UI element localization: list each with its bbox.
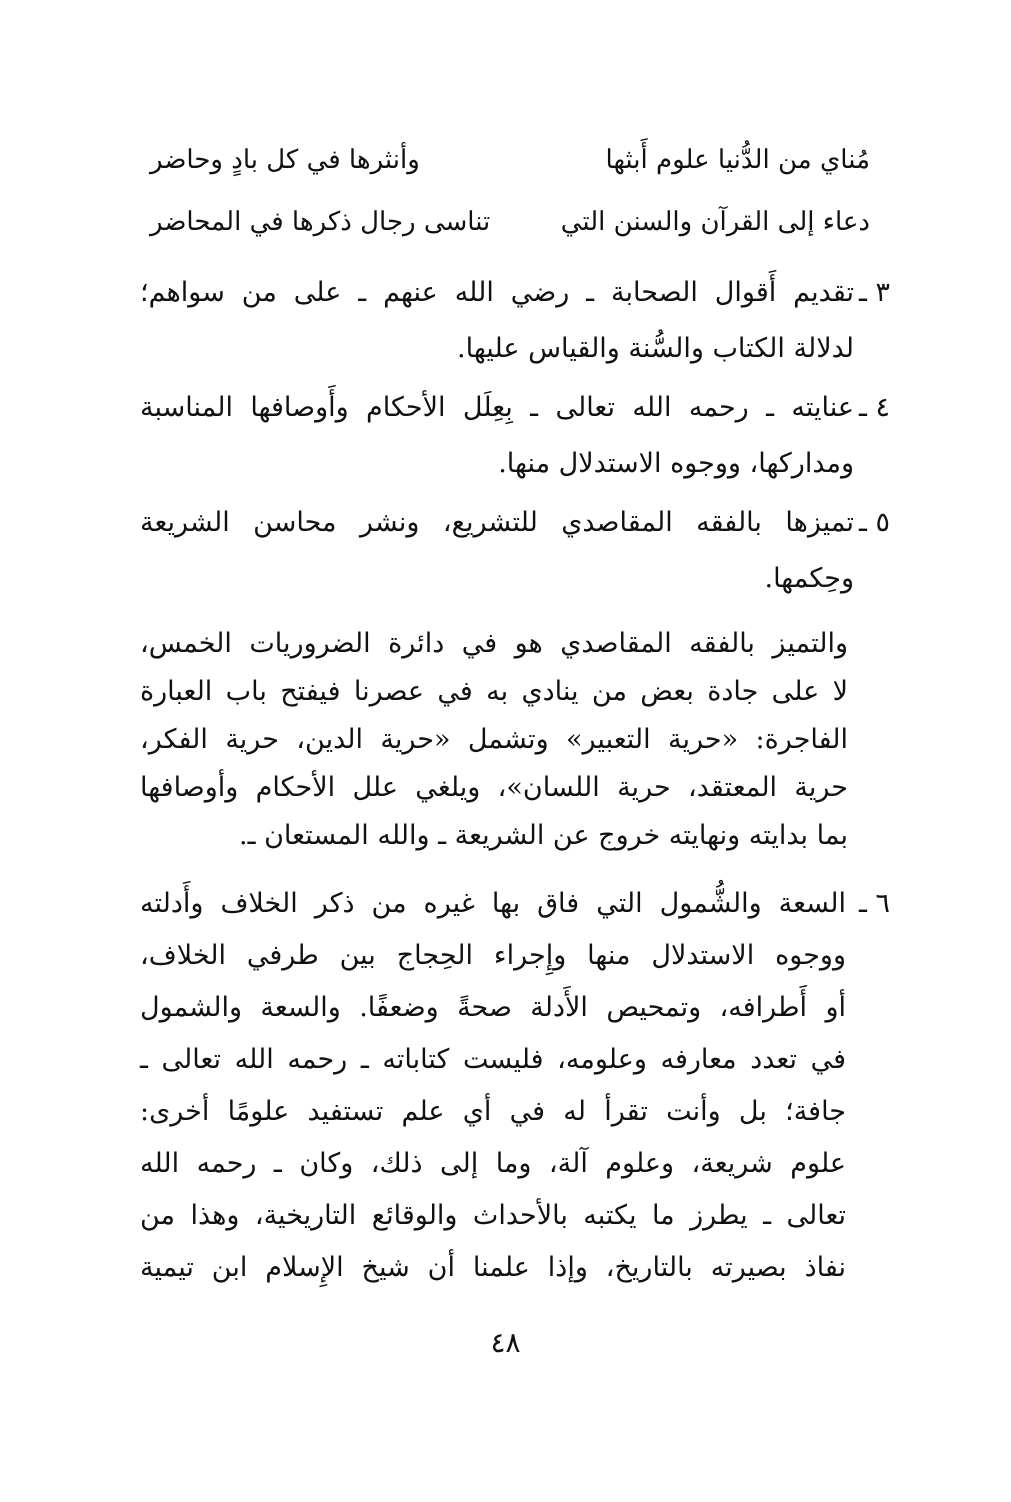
list-item-line: في تعدد معارفه وعلومه، فليست كتاباته ـ رحمه الله تعالى ـ (140, 1044, 846, 1075)
poem-verse-2 (150, 192, 870, 252)
list-item-5 (140, 495, 890, 607)
list-item-line: نفاذ بصيرته بالتاريخ، وإذا علمنا أن شيخ الإِسلام ابن تيمية (140, 1252, 846, 1283)
verse-2-first-hemistich: دعاء إلى القرآن والسنن التي (560, 207, 870, 237)
paragraph-line: والتميز بالفقه المقاصدي هو في دائرة الضروريات الخمس، (140, 628, 848, 659)
list-item-number: ٦ ـ (858, 888, 890, 919)
list-item-line: ووجوه الاستدلال منها وإِجراء الحِجاج بين طرفي الخلاف، (140, 940, 846, 971)
list-item-3 (140, 265, 890, 377)
list-item-line: علوم شريعة، وعلوم آلة، وما إلى ذلك، وكان ـ رحمه الله (140, 1148, 846, 1179)
paragraph-line: لا على جادة بعض من ينادي به في عصرنا فيفتح باب العبارة (140, 676, 848, 707)
list-item-line: ومداركها، ووجوه الاستدلال منها. (498, 448, 854, 479)
list-item-line: أو أَطرافه، وتمحيص الأَدلة صحةً وضعفًا. والسعة والشمول (140, 992, 846, 1023)
verse-2-second-hemistich: تناسى رجال ذكرها في المحاضر (150, 207, 491, 237)
verse-1-first-hemistich: مُناي من الدُّنيا علوم أَبثها (605, 145, 870, 175)
paragraph-line: حرية المعتقد، حرية اللسان»، ويلغي علل الأحكام وأوصافها (140, 772, 848, 803)
list-item-4 (140, 380, 890, 492)
list-item-line: وحِكمها. (764, 563, 854, 594)
paragraph-line: الفاجرة: «حرية التعبير» وتشمل «حرية الدين، حرية الفكر، (140, 724, 848, 755)
list-item-line: تميزها بالفقه المقاصدي للتشريع، ونشر محاسن الشريعة (140, 507, 854, 538)
list-item-number: ٣ ـ (858, 277, 890, 308)
list-item-line: تقديم أَقوال الصحابة ـ رضي الله عنهم ـ على من سواهم؛ (140, 277, 854, 308)
poem-verse-1 (150, 130, 870, 190)
list-item-6 (140, 878, 890, 1294)
paragraph-line: بما بدايته ونهايته خروج عن الشريعة ـ والله المستعان ـ. (239, 820, 848, 851)
verse-1-second-hemistich: وأنثرها في كل بادٍ وحاضر (150, 145, 420, 175)
body-paragraph (140, 620, 848, 860)
list-item-line: عنايته ـ رحمه الله تعالى ـ بِعِلَل الأحكام وأَوصافها المناسبة (140, 392, 854, 423)
list-item-number: ٤ ـ (858, 392, 890, 423)
list-item-number: ٥ ـ (858, 507, 890, 538)
list-item-line: لدلالة الكتاب والسُّنة والقياس عليها. (457, 333, 854, 364)
list-item-line: السعة والشُّمول التي فاق بها غيره من ذكر الخلاف وأَدلته (140, 888, 846, 919)
list-item-line: جافة؛ بل وأنت تقرأ له في أي علم تستفيد علومًا أخرى: (140, 1096, 846, 1127)
page-number: ٤٨ (490, 1326, 521, 1359)
list-item-line: تعالى ـ يطرز ما يكتبه بالأحداث والوقائع التاريخية، وهذا من (140, 1200, 846, 1231)
